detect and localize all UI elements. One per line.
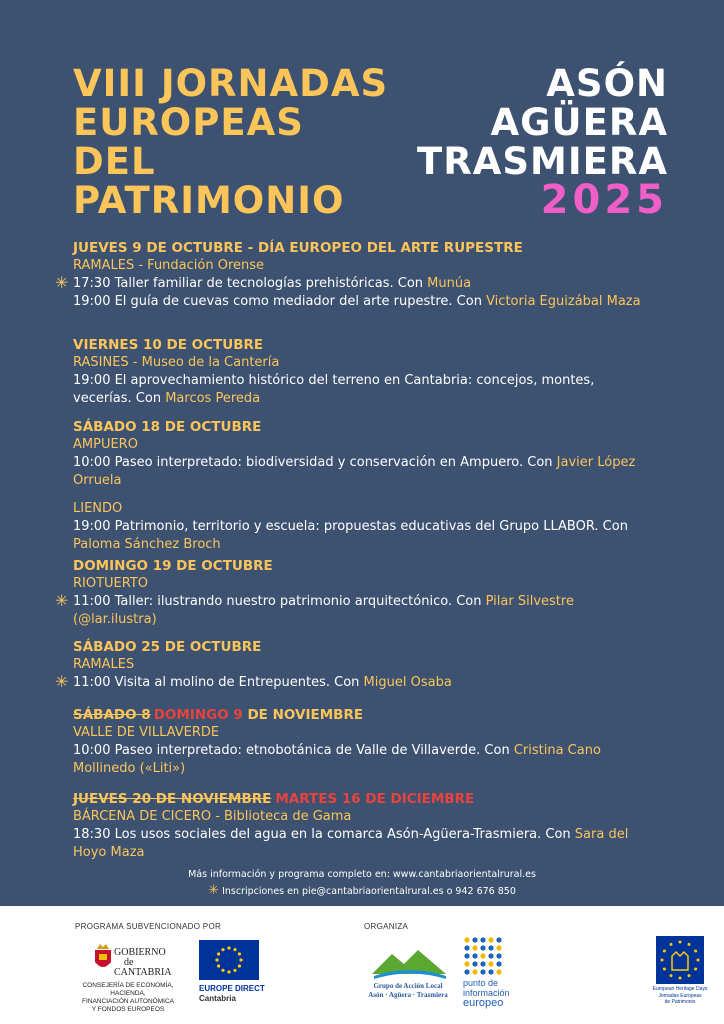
pie-name — [463, 978, 510, 1008]
event-activity — [73, 518, 653, 554]
organiza-label: ORGANIZA — [364, 922, 409, 931]
ehd-line: de Patrimonio — [664, 999, 696, 1005]
event-block — [73, 706, 653, 778]
event-activity — [55, 591, 653, 629]
pie-line: punto de — [463, 978, 499, 988]
activity-person: Cristina Cano Mollinedo («Liti») — [73, 743, 601, 776]
event-block — [73, 336, 653, 408]
event-activity — [73, 454, 653, 490]
europe-direct-line: Cantabria — [199, 994, 236, 1003]
star-bullet-icon: ✳ — [55, 273, 69, 292]
gobierno-name — [114, 948, 174, 978]
event-place: RIOTUERTO — [73, 576, 149, 591]
date-new: DOMINGO 9 — [153, 707, 243, 723]
event-place: RASINES - Museo de la Cantería — [73, 355, 280, 370]
activity-text: 19:00 El aprovechamiento histórico del terreno en Cantabria: concejos, montes, vecerías. Con — [73, 373, 595, 406]
event-date: SÁBADO 25 DE OCTUBRE — [73, 639, 262, 655]
event-activity — [73, 826, 653, 862]
gobierno-line: de — [124, 957, 134, 968]
activity-text: 11:00 Taller: ilustrando nuestro patrimonio arquitectónico. Con — [73, 594, 486, 609]
event-place: RAMALES — [73, 657, 135, 672]
event-date — [73, 790, 653, 808]
consejeria-line: FINANCIACIÓN AUTONÓMICA — [82, 998, 174, 1005]
event-date: VIERNES 10 DE OCTUBRE — [73, 337, 264, 353]
activity-person: Marcos Pereda — [165, 391, 261, 406]
activity-person: Munúa — [427, 276, 472, 291]
star-bullet-icon: ✳ — [55, 591, 69, 610]
year: 2025 — [540, 177, 668, 223]
ehd-line: European Heritage Days — [652, 986, 708, 992]
title-line-4: PATRIMONIO — [73, 179, 345, 222]
event-date: JUEVES 9 DE OCTUBRE - DÍA EUROPEO DEL ARTE RUPESTRE — [73, 240, 523, 256]
europe-direct — [199, 984, 265, 1004]
activity-person: Javier López Orruela — [73, 455, 636, 488]
heritage-days-icon — [656, 936, 704, 984]
activity-text: 18:30 Los usos sociales del agua en la comarca Asón-Agüera-Trasmiera. Con — [73, 827, 575, 842]
title-line-2: EUROPEAS — [73, 101, 304, 144]
activity-text: 17:30 Taller familiar de tecnologías prehistóricas. Con — [73, 276, 428, 291]
event-block — [55, 239, 653, 311]
star-bullet-icon: ✳ — [55, 672, 69, 691]
event-place: AMPUERO — [73, 437, 138, 452]
pie-line: europeo — [463, 997, 504, 1009]
event-block — [55, 557, 653, 629]
cantabria-shield-icon — [92, 942, 114, 972]
gal-mountains-icon — [370, 946, 448, 980]
gal-line: Asón · Agüera · Trasmiera — [368, 991, 448, 999]
activity-person: Miguel Osaba — [363, 675, 452, 690]
footer — [0, 906, 724, 1024]
activity-text: 19:00 Patrimonio, territorio y escuela: propuestas educativas del Grupo LLABOR. Con — [73, 519, 628, 534]
signup-text: Inscripciones en pie@cantabriaorientalrural.es o 942 676 850 — [222, 886, 516, 897]
eu-flag-icon — [199, 940, 259, 980]
gal-line: Grupo de Acción Local — [373, 982, 443, 990]
activity-person: Sara del Hoyo Maza — [73, 827, 629, 860]
title-line-3: DEL — [73, 140, 156, 183]
event-place: RAMALES - Fundación Orense — [73, 258, 265, 273]
consejeria-line: CONSEJERÍA DE ECONOMÍA, HACIENDA, — [82, 982, 174, 997]
event-block — [73, 418, 653, 554]
more-info: Más información y programa completo en: www.cantabriaorientalrural.es — [188, 869, 536, 880]
consejeria — [68, 982, 188, 1014]
signup-info — [0, 883, 724, 898]
subsidized-label: PROGRAMA SUBVENCIONADO POR — [75, 922, 222, 931]
title-line-1: VIII JORNADAS — [73, 62, 389, 105]
region-line-1: ASÓN — [546, 62, 668, 105]
star-bullet-icon: ✳ — [208, 883, 220, 898]
event-place: VALLE DE VILLAVERDE — [73, 725, 220, 740]
event-activity — [73, 742, 653, 778]
pie-line: información — [463, 988, 510, 998]
heritage-days-name — [646, 986, 714, 1006]
event-date: SÁBADO 18 DE OCTUBRE — [73, 419, 262, 435]
event-activity — [73, 293, 653, 311]
activity-text: 10:00 Paseo interpretado: etnobotánica de Valle de Villaverde. Con — [73, 743, 514, 758]
activity-person: Pilar Silvestre (@lar.ilustra) — [73, 594, 574, 627]
event-activity — [55, 672, 653, 692]
gal-name — [362, 982, 454, 1000]
gobierno-line: GOBIERNO — [114, 947, 166, 958]
date-rest: DE NOVIEMBRE — [242, 707, 364, 723]
region-line-2: AGÜERA — [490, 101, 668, 144]
europe-direct-line: EUROPE DIRECT — [199, 984, 265, 993]
activity-text: 11:00 Visita al molino de Entrepuentes. Con — [73, 675, 364, 690]
date-cancelled: SÁBADO 8 — [73, 707, 151, 723]
event-activity — [73, 372, 653, 408]
activity-person: Paloma Sánchez Broch — [73, 537, 221, 552]
event-activity — [55, 273, 653, 293]
event-date — [73, 706, 653, 724]
event-block — [73, 790, 653, 862]
event-place: LIENDO — [73, 501, 123, 516]
ehd-line: Jornadas Europeas — [658, 992, 702, 999]
region-line-3: TRASMIERA — [417, 140, 668, 183]
event-block — [55, 638, 653, 692]
consejeria-line: Y FONDOS EUROPEOS — [91, 1006, 165, 1013]
date-new: MARTES 16 DE DICIEMBRE — [275, 791, 475, 807]
date-cancelled: JUEVES 20 DE NOVIEMBRE — [73, 791, 272, 807]
event-place: BÁRCENA DE CICERO - Biblioteca de Gama — [73, 809, 352, 824]
event-date: DOMINGO 19 DE OCTUBRE — [73, 558, 273, 574]
activity-person: Victoria Eguizábal Maza — [486, 294, 641, 309]
gobierno-line: CANTABRIA — [114, 967, 172, 978]
pie-dots-icon — [463, 936, 507, 976]
activity-text: 19:00 El guía de cuevas como mediador del arte rupestre. Con — [73, 294, 487, 309]
activity-text: 10:00 Paseo interpretado: biodiversidad y conservación en Ampuero. Con — [73, 455, 557, 470]
